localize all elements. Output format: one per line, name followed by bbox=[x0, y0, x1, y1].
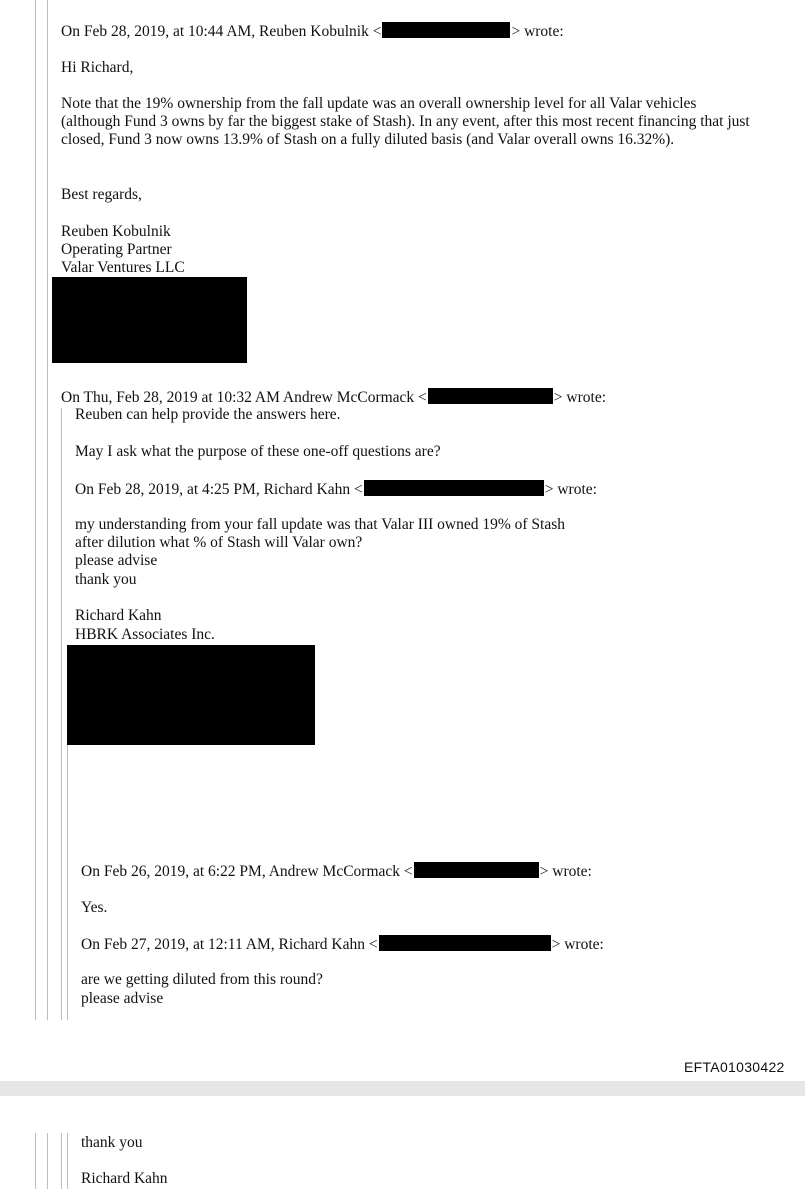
message-line: thank you bbox=[81, 1134, 143, 1151]
email-header-kahn-0228: On Feb 28, 2019, at 4:25 PM, Richard Kahn < > wrote: bbox=[75, 481, 597, 498]
quote-bar bbox=[67, 1133, 68, 1189]
message-line: please advise bbox=[81, 990, 164, 1007]
signature-company: HBRK Associates Inc. bbox=[75, 626, 215, 643]
quote-bar bbox=[61, 408, 62, 1020]
message-line: after dilution what % of Stash will Valar own? bbox=[75, 534, 363, 551]
message-line: my understanding from your fall update was that Valar III owned 19% of Stash bbox=[75, 516, 565, 533]
message-line: May I ask what the purpose of these one-off questions are? bbox=[75, 443, 441, 460]
message-line: Reuben can help provide the answers here. bbox=[75, 406, 341, 423]
quote-bar bbox=[67, 745, 68, 1020]
redacted-signature-block bbox=[67, 645, 315, 745]
quote-bar bbox=[47, 0, 48, 1020]
message-line: are we getting diluted from this round? bbox=[81, 971, 323, 988]
greeting: Hi Richard, bbox=[61, 59, 134, 76]
page-break bbox=[0, 1081, 805, 1096]
signature-name: Reuben Kobulnik bbox=[61, 223, 171, 240]
redacted-email bbox=[364, 480, 544, 496]
signature-company: Valar Ventures LLC bbox=[61, 259, 185, 276]
quote-bar bbox=[35, 0, 36, 1020]
message-body: Yes. bbox=[81, 899, 108, 916]
email-header-reuben-0228: On Feb 28, 2019, at 10:44 AM, Reuben Kobulnik < > wrote: bbox=[61, 23, 564, 40]
redacted-email bbox=[382, 22, 510, 38]
signature-name: Richard Kahn bbox=[75, 607, 162, 624]
closing: Best regards, bbox=[61, 186, 142, 203]
redacted-email bbox=[428, 388, 553, 404]
redacted-email bbox=[414, 862, 539, 878]
signature-name: Richard Kahn bbox=[81, 1170, 168, 1187]
redacted-email bbox=[379, 935, 551, 951]
signature-title: Operating Partner bbox=[61, 241, 172, 258]
email-header-mccormack-0228: On Thu, Feb 28, 2019 at 10:32 AM Andrew McCormack < > wrote: bbox=[61, 389, 607, 406]
quote-bar bbox=[35, 1133, 36, 1189]
message-body: Note that the 19% ownership from the fall update was an overall ownership level for all Valar vehicles (although Fund 3 owns by far the biggest stake of Stash). In any event, after this most recent financing that just closed, Fund 3 now owns 13.9% of Stash on a fully diluted basis (and Valar overall owns 16.32%). bbox=[61, 95, 750, 148]
message-line: thank you bbox=[75, 571, 137, 588]
email-header-mccormack-0226: On Feb 26, 2019, at 6:22 PM, Andrew McCormack < > wrote: bbox=[81, 863, 592, 880]
message-line: please advise bbox=[75, 552, 158, 569]
bates-number: EFTA01030422 bbox=[684, 1059, 785, 1075]
redacted-signature-block bbox=[52, 277, 247, 363]
quote-bar bbox=[47, 1133, 48, 1189]
quote-bar bbox=[61, 1133, 62, 1189]
email-header-kahn-0227: On Feb 27, 2019, at 12:11 AM, Richard Kahn < > wrote: bbox=[81, 936, 604, 953]
